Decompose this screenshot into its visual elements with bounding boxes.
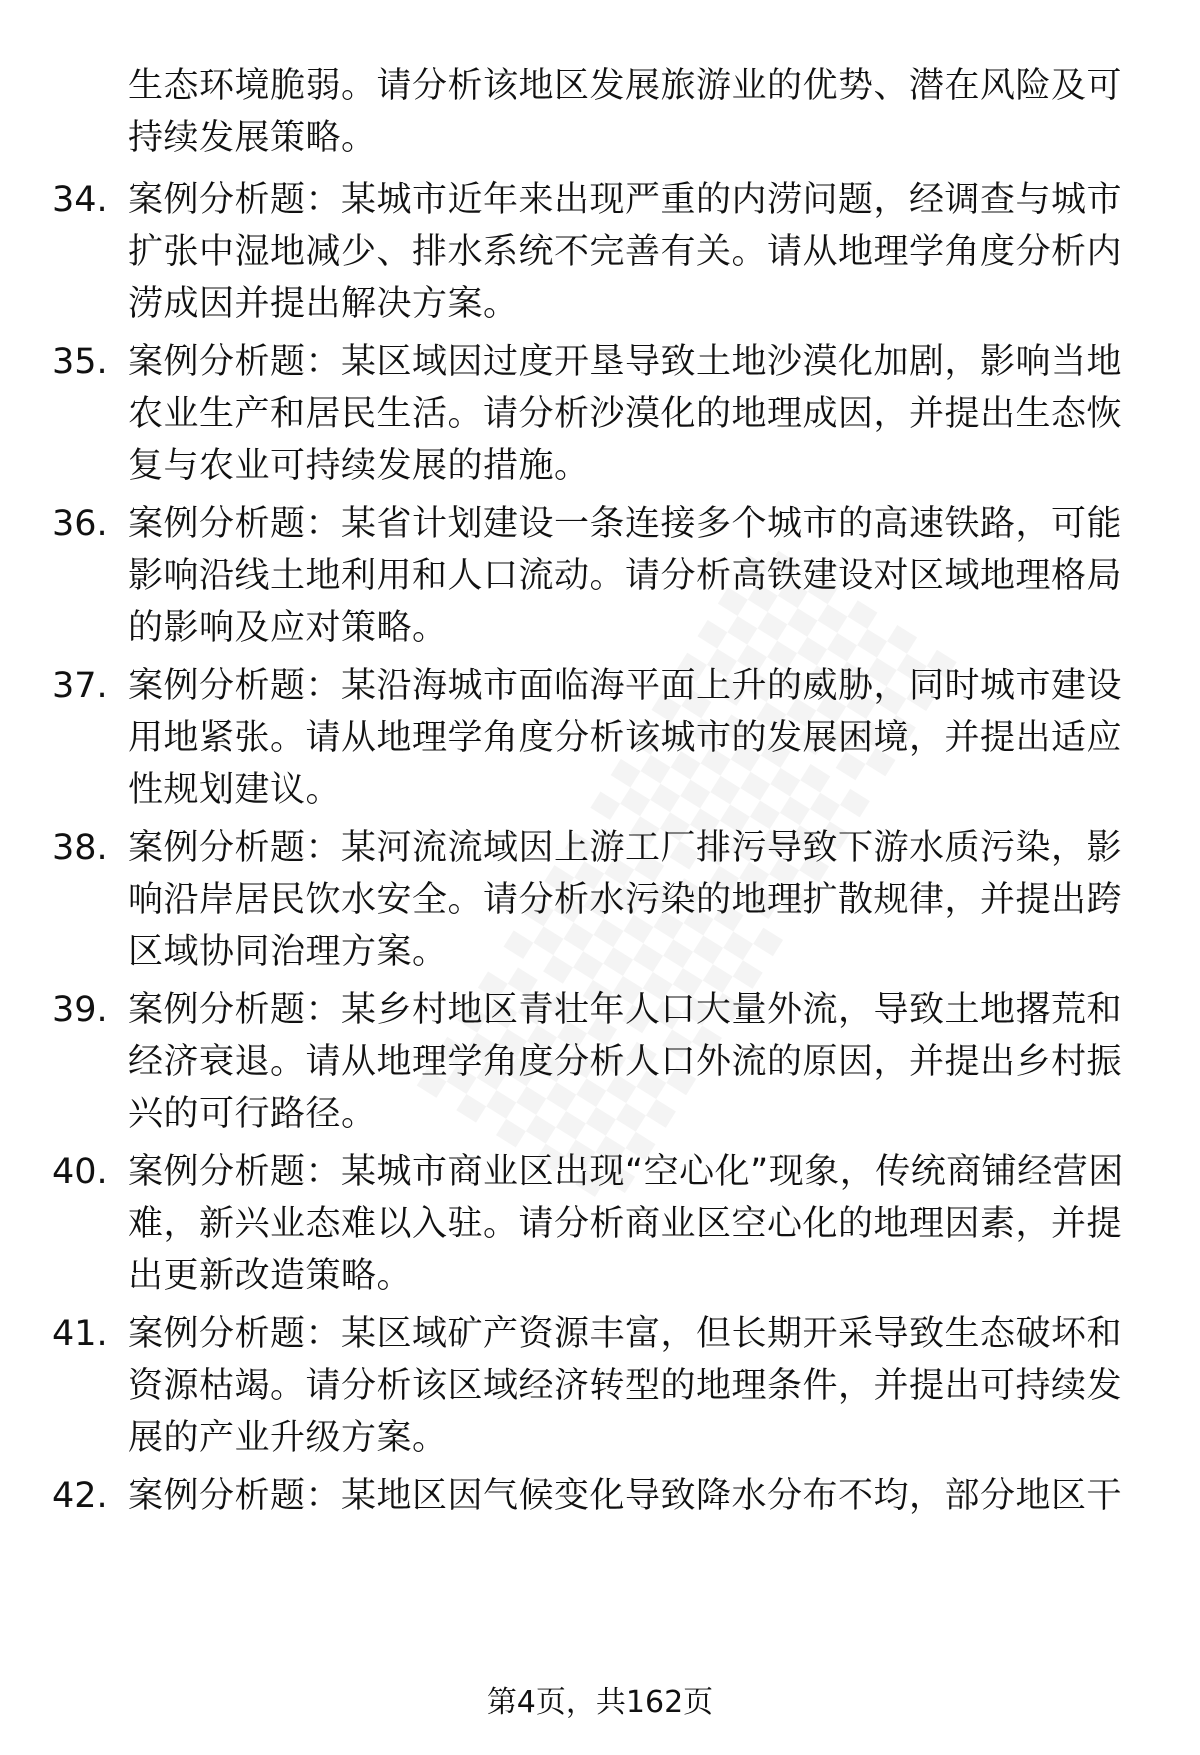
question-text: 案例分析题：某地区因气候变化导致降水分布不均，部分地区干 bbox=[128, 1476, 1123, 1516]
question-number: 34. bbox=[52, 180, 108, 220]
question-number: 40. bbox=[52, 1152, 108, 1192]
question-number: 42. bbox=[52, 1476, 108, 1516]
question-number: 35. bbox=[52, 342, 108, 382]
question-number: 41. bbox=[52, 1314, 108, 1354]
question-number: 36. bbox=[52, 504, 108, 544]
question-text: 案例分析题：某城市商业区出现“空心化”现象，传统商铺经营困难，新兴业态难以入驻。请分析商业区空心化的地理因素，并提出更新改造策略。 bbox=[128, 1152, 1124, 1296]
question-text: 案例分析题：某省计划建设一条连接多个城市的高速铁路，可能影响沿线土地利用和人口流动。请分析高铁建设对区域地理格局的影响及应对策略。 bbox=[128, 504, 1123, 648]
question-number: 39. bbox=[52, 990, 108, 1030]
question-text: 案例分析题：某乡村地区青壮年人口大量外流，导致土地撂荒和经济衰退。请从地理学角度分析人口外流的原因，并提出乡村振兴的可行路径。 bbox=[128, 990, 1123, 1134]
question-text: 案例分析题：某区域矿产资源丰富，但长期开采导致生态破坏和资源枯竭。请分析该区域经济转型的地理条件，并提出可持续发展的产业升级方案。 bbox=[128, 1314, 1123, 1458]
question-number: 37. bbox=[52, 666, 108, 706]
question-33-continuation: 生态环境脆弱。请分析该地区发展旅游业的优势、潜在风险及可持续发展策略。 bbox=[128, 66, 1123, 158]
question-number: 38. bbox=[52, 828, 108, 868]
page-footer: 第4页，共162页 bbox=[486, 1685, 714, 1720]
question-text: 案例分析题：某城市近年来出现严重的内涝问题，经调查与城市扩张中湿地减少、排水系统不完善有关。请从地理学角度分析内涝成因并提出解决方案。 bbox=[128, 180, 1123, 324]
question-text: 案例分析题：某河流流域因上游工厂排污导致下游水质污染，影响沿岸居民饮水安全。请分析水污染的地理扩散规律，并提出跨区域协同治理方案。 bbox=[128, 828, 1123, 972]
question-text: 案例分析题：某沿海城市面临海平面上升的威胁，同时城市建设用地紧张。请从地理学角度分析该城市的发展困境，并提出适应性规划建议。 bbox=[128, 666, 1123, 810]
question-text: 案例分析题：某区域因过度开垦导致土地沙漠化加剧，影响当地农业生产和居民生活。请分析沙漠化的地理成因，并提出生态恢复与农业可持续发展的措施。 bbox=[128, 342, 1123, 486]
